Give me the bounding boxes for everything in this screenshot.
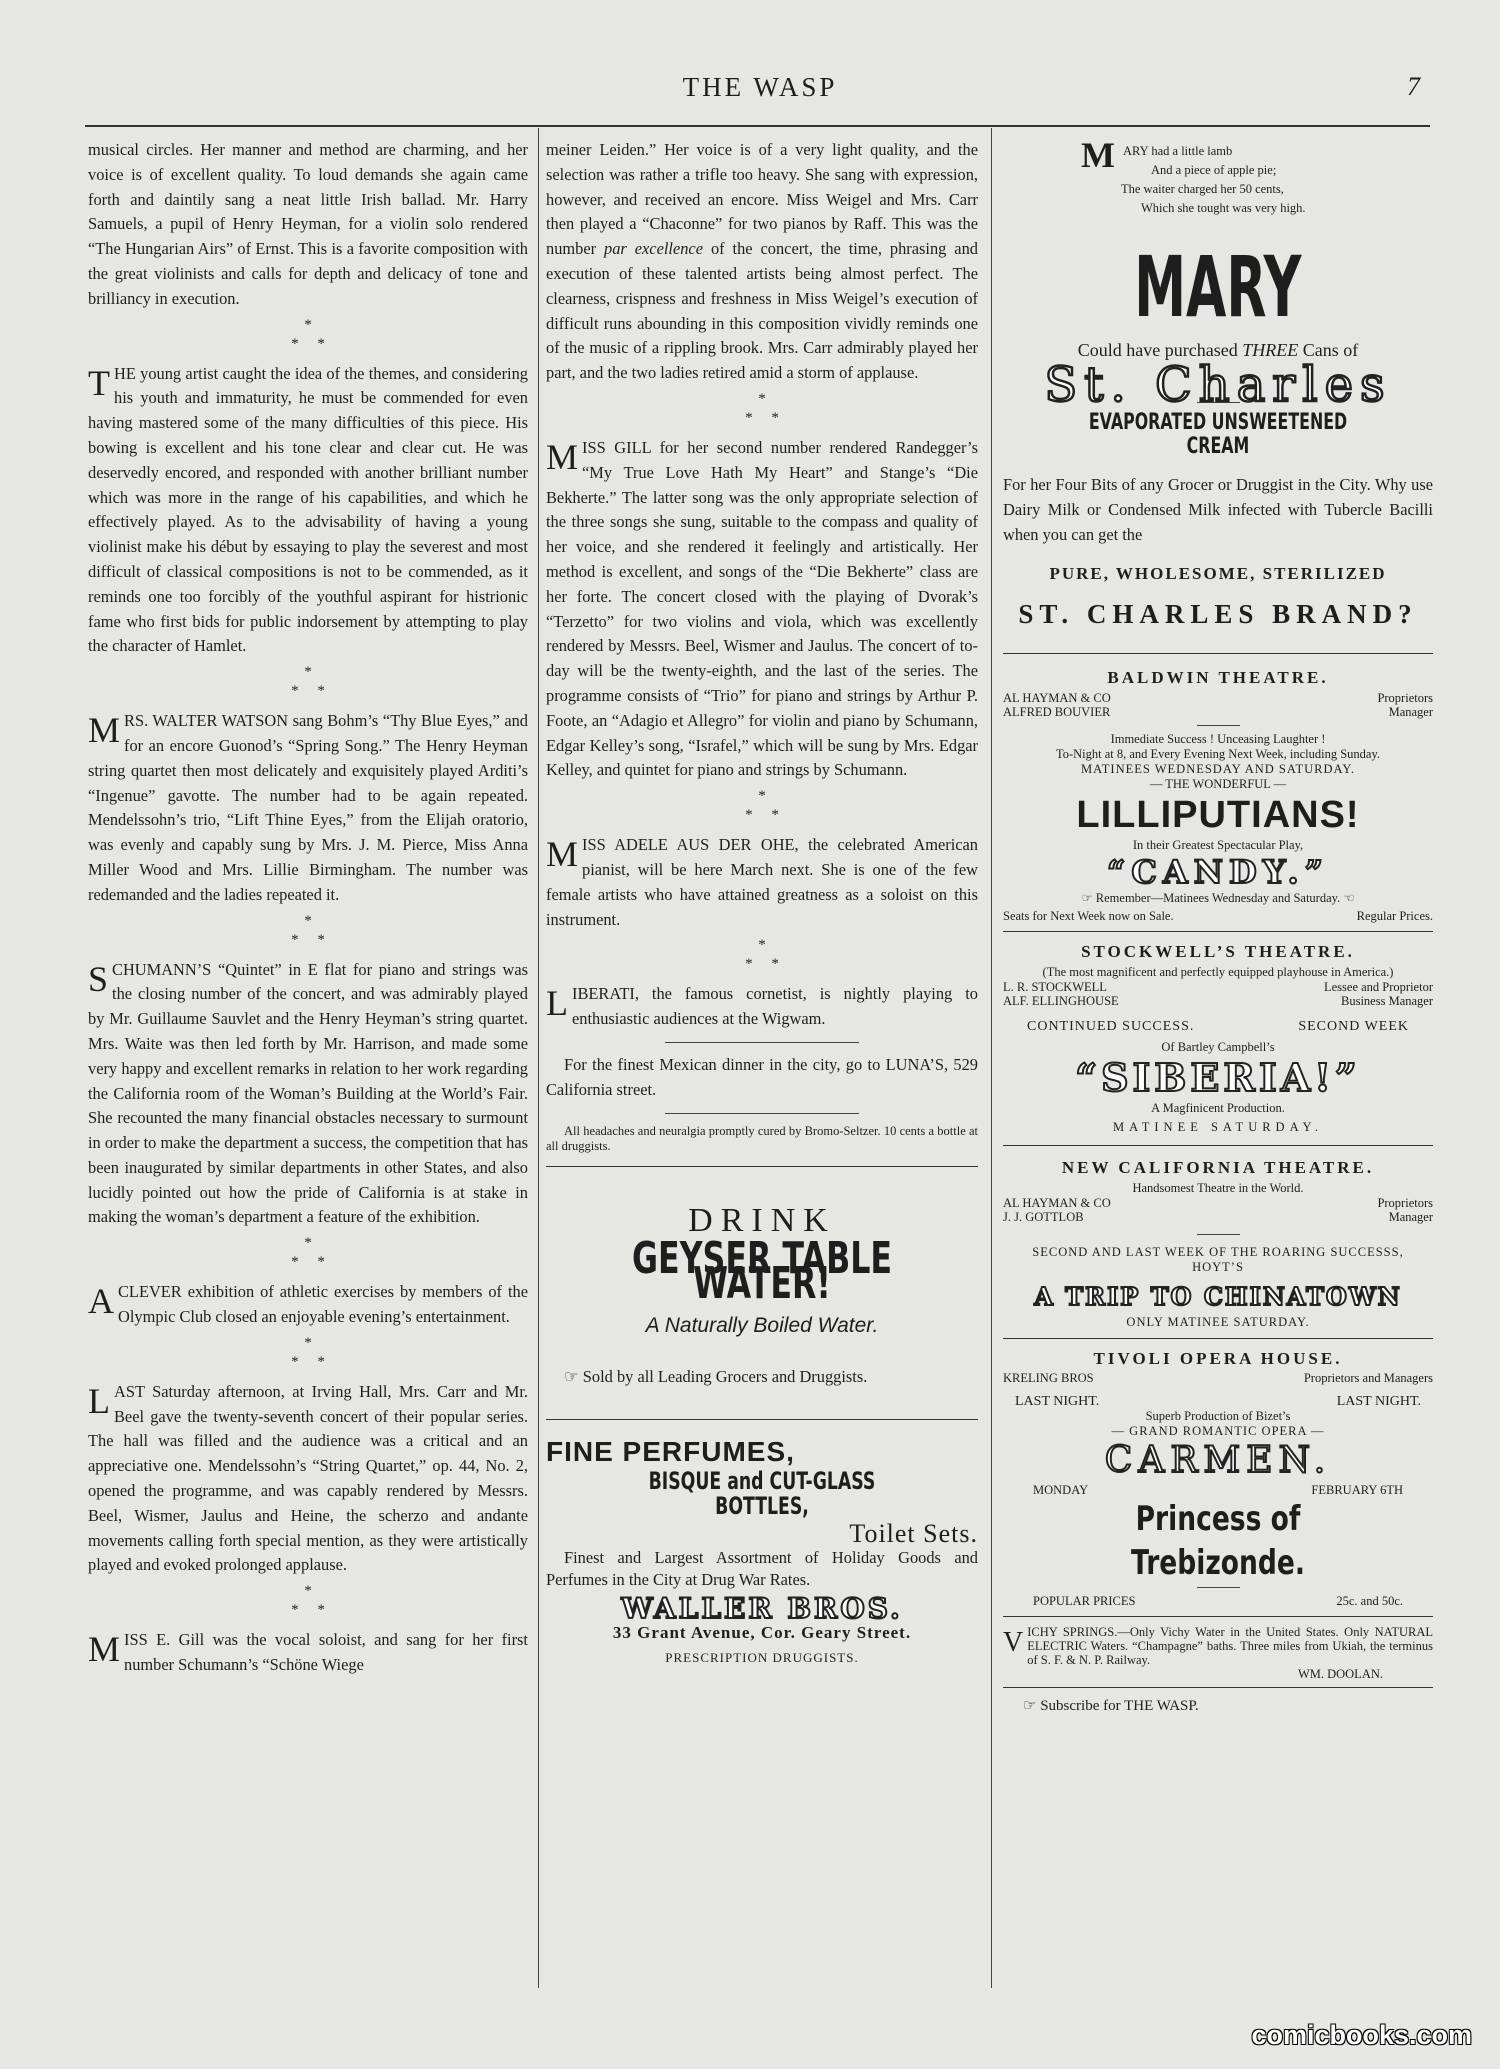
article-paragraph [546, 982, 978, 1032]
st-charles-brand: ST. CHARLES BRAND? [1018, 599, 1418, 630]
section-rule [546, 1166, 978, 1167]
seats-note: Seats for Next Week now on Sale. [1003, 908, 1174, 923]
section-divider-stars: * * * [291, 912, 325, 948]
paragraph-text: IBERATI, the famous cornetist, is nightly playing to enthusiastic audiences at the Wigwam. [572, 984, 978, 1029]
ad-line: POPULAR PRICES [1033, 1594, 1136, 1609]
stockwell-theatre-ad [1003, 940, 1433, 1135]
section-divider-stars: * * * [745, 937, 779, 973]
ad-line: CONTINUED SUCCESS. [1027, 1018, 1195, 1034]
subscribe-line: ☞ Subscribe for THE WASP. [1023, 1698, 1199, 1715]
drop-cap: S [88, 958, 109, 999]
staff-name: J. J. GOTTLOB [1003, 1209, 1084, 1224]
article-paragraph [546, 436, 978, 783]
section-rule [546, 1419, 978, 1420]
ad-line: In their Greatest Spectacular Play, [1132, 837, 1304, 852]
staff-row [1003, 691, 1433, 705]
ad-line: Of Bartley Campbell’s [1161, 1039, 1275, 1054]
ad-geyser-headline: GEYSER TABLE WATER! [631, 1233, 893, 1310]
section-rule [1003, 653, 1433, 654]
column-3 [1003, 135, 1433, 1719]
section-rule [1003, 931, 1433, 932]
paragraph-text: ISS E. Gill was the vocal soloist, and sang for her first number Schumann’s “Schöne Wiege [124, 1630, 528, 1675]
poem-line: And a piece of apple pie; [1151, 163, 1277, 177]
divider-rule [665, 1113, 859, 1114]
ad-bottles-line: BISQUE and CUT-GLASS BOTTLES, [648, 1467, 876, 1521]
st-charles-ad [1003, 135, 1433, 630]
drop-cap: L [546, 983, 568, 1024]
paragraph-text: AST Saturday afternoon, at Irving Hall, Mrs. Carr and Mr. Beel gave the twenty-seventh concert of their popular series. The hall was filled and the audience was a critical and an appreciative one. Mendelssohn’s “String Quartet,” op. 44, No. 2, opened the programme, and was capably rendered by Messrs. Beel, Wismer, Jaulus and Heine, the scherzo and andante movements calling forth special mention, as they were artistically played and evoked prolonged applause. [88, 1381, 528, 1575]
st-charles-headline: St. Charles [1044, 356, 1392, 413]
ad-line: — THE WONDERFUL — [1149, 776, 1287, 791]
section-divider-stars: * * * [291, 316, 325, 352]
ad-tagline: A Naturally Boiled Water. [645, 1313, 879, 1337]
ad-line: MATINEE SATURDAY. [1112, 1119, 1324, 1134]
paragraph-text: of the concert, the time, phrasing and execution of these talented artists being almost perfect. The clearness, crispness and freshness in Miss Weigel’s execution of difficult runs abounding in this composition vividly reminds one of the music of a rippling brook. Mrs. Carr admirably played her part, and the two ladies retired amid a storm of applause. [546, 239, 978, 383]
staff-row [1003, 705, 1433, 719]
paragraph-text: CLEVER exhibition of athletic exercises by members of the Olympic Club closed an enjoyable evening’s entertainment. [118, 1282, 528, 1327]
column-divider [538, 128, 539, 1988]
ad-signature: WM. DOOLAN. [1297, 1667, 1383, 1682]
drop-cap: A [88, 1281, 114, 1322]
section-divider-stars: * * * [291, 664, 325, 700]
ad-line: ONLY MATINEE SATURDAY. [1126, 1314, 1310, 1329]
article-paragraph [88, 1628, 528, 1678]
waller-bros-ad [546, 1432, 978, 1671]
staff-row [1003, 1371, 1433, 1385]
column-divider [991, 128, 992, 1988]
staff-name: ALF. ELLINGHOUSE [1003, 993, 1119, 1008]
ad-body-text: ICHY SPRINGS.—Only Vichy Water in the United States. Only NATURAL ELECTRIC Waters. “Champagne” baths. Three miles from Ukiah, the terminus of S. F. & N. P. Railway. [1027, 1625, 1433, 1668]
header-rule [85, 125, 1430, 127]
text-fragment: Could have purchased [1077, 340, 1238, 360]
geyser-water-ad [546, 1179, 978, 1390]
ad-drink-headline: DRINK [688, 1201, 836, 1239]
seats-row [1003, 909, 1433, 923]
drop-cap: V [1003, 1627, 1024, 1659]
masthead-title: THE WASP [682, 72, 838, 102]
page-number: 7 [1407, 72, 1420, 101]
drop-cap: L [88, 1380, 110, 1421]
ad-line: MATINEES WEDNESDAY AND SATURDAY. [1081, 761, 1355, 776]
paragraph-text: RS. WALTER WATSON sang Bohm’s “Thy Blue Eyes,” and for an encore Guonod’s “Spring Song.” The Henry Heyman string quartet then most delicately and exquisitely played Arditi’s “Ingenue” gavotte. The number had to be again repeated. Mendelssohn’s trio, “Lift Thine Eyes,” from the Elijah oratorio, was evenly and capably sung by Mrs. J. M. Pierce, Miss Anna Miller Wood and Mrs. Lillie Birmingham. The number was redemanded and the ladies repeated it. [88, 711, 528, 904]
chinatown-title: A TRIP TO CHINATOWN [1034, 1281, 1402, 1311]
trebizonde-title: Princess of Trebizonde. [1131, 1499, 1305, 1584]
section-divider-stars: * * * [745, 788, 779, 824]
theatre-name: BALDWIN THEATRE. [1107, 668, 1329, 688]
section-divider-stars: * * * [745, 390, 779, 426]
ad-line: ☞ Remember—Matinees Wednesday and Saturday. ☜ [1081, 890, 1355, 905]
column-1 [88, 138, 528, 1678]
poem-line: The waiter charged her 50 cents, [1121, 182, 1284, 196]
column-2 [546, 138, 978, 1671]
paragraph-text: HE young artist caught the idea of the themes, and considering his youth and immaturity, he must be commended for even having mastered some of the many difficulties of this piece. His bowing is excellent and his tone clear and clear cut. He was deservedly encored, and responded with another brilliant number which was more in the range of his capabilities, and which he effectively played. As to the advisability of having a young violinist make his début by essaying to play the severest and most difficult of classical compositions is not to be commended, as it reminds one too forcibly of the youthful aspirant for histrionic fame who first bids for public indorsement by attempting to play the character of Hamlet. [88, 363, 528, 656]
theatre-name: STOCKWELL’S THEATRE. [1081, 941, 1355, 961]
short-rule [1197, 1587, 1240, 1588]
staff-role: Proprietors [1377, 690, 1433, 705]
staff-name: AL HAYMAN & CO [1003, 1195, 1111, 1210]
notice-paragraph: For the finest Mexican dinner in the city, go to LUNA’S, 529 California street. [546, 1054, 978, 1099]
ad-line: SECOND AND LAST WEEK OF THE ROARING SUCCESSS, HOYT’S [1032, 1244, 1404, 1274]
staff-role: Lessee and Proprietor [1324, 979, 1433, 994]
ad-sold-by: ☞ Sold by all Leading Grocers and Druggists. [564, 1366, 868, 1386]
drop-cap: T [88, 362, 110, 403]
staff-name: AL HAYMAN & CO [1003, 690, 1111, 705]
section-divider-stars: * * * [291, 1235, 325, 1271]
evaporated-cream: EVAPORATED UNSWEETENED CREAM [1088, 409, 1348, 460]
ad-line: MONDAY [1033, 1483, 1089, 1498]
ad-line: Handsomest Theatre in the World. [1132, 1180, 1304, 1195]
paragraph-text: ISS GILL for her second number rendered Randegger’s “My True Love Hath My Heart” and Stange’s “Die Bekherte.” The latter song was the only appropriate selection of the three songs she sung, suitable to the compass and quality of her voice, and she rendered it feelingly and artistically. Her method is excellent, and songs of the “Die Bekherte” class are her forte. The concert closed with the playing of Dvorak’s “Terzetto” for two violins and viola, which was excellently rendered by Messrs. Beel, Wismer and Jaulus. The concert of to-day will be the twenty-eighth, and the last of the series. The programme consists of “Trio” for piano and strings by Arthur P. Foote, an “Adagio et Allegro” for violin and piano by Schumann, Edgar Kelley’s song, “Israfel,” which will be sung by Mrs. Edgar Kelley, and quintet for piano and strings by Schumann. [546, 437, 978, 780]
paragraph-text: CHUMANN’S “Quintet” in E flat for piano and strings was the closing number of the concert, and was admirably played by Mr. Guillaume Sauvlet and the Henry Heyman’s string quartet. Mrs. Waite was then led forth by Mr. Harrison, and made some very happy and excellent remarks in relation to her work regarding the California room of the Woman’s Building at the World’s Fair. She recounted the many financial obstacles necessary to surmount in order to make the department a success, the competition that has been inaugurated by similar departments in other States, and also lucidly pointed out how the pride of California is at stake in making the woman’s department a feature of the exhibition. [88, 959, 528, 1227]
staff-row [1003, 1210, 1433, 1224]
theatre-name: TIVOLI OPERA HOUSE. [1093, 1348, 1343, 1368]
ad-firm-name: WALLER BROS. [621, 1591, 903, 1625]
paragraph-text: meiner Leiden.” Her voice is of a very light quality, and the selection was rather a trifle too heavy. She sang with expression, however, and received an encore. Miss Weigel and Mrs. Carr then played a “Chaconne” for two pianos by Raff. This was the number [546, 140, 978, 259]
article-paragraph [88, 1380, 528, 1578]
article-paragraph [88, 362, 528, 660]
staff-name: L. R. STOCKWELL [1003, 979, 1107, 994]
divider-rule [665, 1042, 859, 1043]
ad-line: LAST NIGHT. [1336, 1394, 1421, 1410]
staff-role: Business Manager [1341, 993, 1433, 1008]
staff-role: Manager [1388, 1209, 1433, 1224]
vichy-springs-ad [1003, 1625, 1433, 1681]
ad-line: — GRAND ROMANTIC OPERA — [1111, 1424, 1325, 1439]
site-watermark: comicbooks.com [1251, 2020, 1472, 2050]
staff-row [1003, 994, 1433, 1008]
siberia-title: “SIBERIA!” [1075, 1054, 1361, 1100]
drop-cap: M [88, 710, 121, 751]
last-night-row [1015, 1395, 1421, 1409]
mary-poem [1003, 135, 1433, 242]
ad-line: FEBRUARY 6TH [1311, 1483, 1403, 1498]
ad-line: LAST NIGHT. [1015, 1394, 1100, 1410]
section-rule [1003, 1338, 1433, 1339]
article-paragraph: musical circles. Her manner and method are charming, and her voice is of excellent quality. To loud demands she again came forth and daintily sang a neat little Irish ballad. Mr. Harry Samuels, a pupil of Henry Heyman, for a violin solo rendered “The Hungarian Airs” of Ernst. This is a favorite composition with the great violinists and calls for depth and delicacy of tone and brilliancy in execution. [88, 140, 528, 308]
section-rule [1003, 1687, 1433, 1688]
section-divider-stars: * * * [291, 1334, 325, 1370]
staff-name: ALFRED BOUVIER [1003, 704, 1111, 719]
staff-row [1003, 980, 1433, 994]
article-paragraph [88, 958, 528, 1231]
ad-address: 33 Grant Avenue, Cor. Geary Street. [612, 1623, 912, 1643]
tivoli-opera-ad [1003, 1347, 1433, 1609]
staff-name: KRELING BROS [1003, 1371, 1094, 1386]
success-row [1027, 1020, 1409, 1034]
drop-cap: M [1081, 135, 1115, 175]
section-divider-stars: * * * [291, 1583, 325, 1619]
mary-headline: MARY [1134, 238, 1302, 336]
new-california-theatre-ad [1003, 1156, 1433, 1330]
ad-druggists-tag: PRESCRIPTION DRUGGISTS. [665, 1650, 859, 1666]
ad-line: 25c. and 50c. [1336, 1594, 1403, 1609]
poem-line: Which she tought was very high. [1141, 201, 1306, 215]
staff-role: Proprietors [1377, 1195, 1433, 1210]
ad-line: (The most magnificent and perfectly equipped playhouse in America.) [1042, 964, 1394, 979]
short-rule [1197, 725, 1240, 726]
ad-line: SECOND WEEK [1298, 1018, 1409, 1034]
bromo-notice: All headaches and neuralgia promptly cured by Bromo-Seltzer. 10 cents a bottle at all druggists. [546, 1123, 978, 1153]
ad-line: Immediate Success ! Unceasing Laughter ! [1110, 731, 1326, 746]
ad-line: Superb Production of Bizet’s [1145, 1409, 1291, 1424]
baldwin-theatre-ad [1003, 666, 1433, 923]
article-paragraph [88, 1280, 528, 1330]
poem-line: ARY had a little lamb [1123, 144, 1233, 158]
article-paragraph [546, 833, 978, 932]
section-rule [1003, 1616, 1433, 1617]
drop-cap: M [546, 834, 579, 875]
italic-phrase: par excellence [604, 239, 703, 259]
ad-perfumes-headline: FINE PERFUMES, [546, 1436, 795, 1468]
ad-body-text: Finest and Largest Assortment of Holiday Goods and Perfumes in the City at Drug War Rates. [546, 1547, 978, 1589]
drop-cap: M [88, 1629, 121, 1670]
article-paragraph [88, 709, 528, 907]
date-row [1033, 1483, 1403, 1497]
staff-row [1003, 1196, 1433, 1210]
paragraph-text: ISS ADELE AUS DER OHE, the celebrated American pianist, will be here March next. She is one of the few female artists who have attained greatness as a soloist on this instrument. [546, 835, 978, 929]
carmen-title: CARMEN. [1104, 1440, 1332, 1482]
page-header [90, 70, 1430, 110]
pure-wholesome: PURE, WHOLESOME, STERILIZED [1049, 563, 1387, 583]
staff-role: Proprietors and Managers [1303, 1371, 1433, 1386]
st-charles-body: For her Four Bits of any Grocer or Druggist in the City. Why use Dairy Milk or Condensed Milk infected with Tubercle Bacilli when you can get the [1003, 475, 1433, 544]
prices-row [1033, 1594, 1403, 1608]
drop-cap: M [546, 436, 579, 477]
candy-title: “CANDY.” [1107, 852, 1329, 891]
ad-line: A Magfinicent Production. [1151, 1100, 1285, 1115]
lilliputians-headline: LILLIPUTIANS! [1076, 793, 1360, 836]
theatre-name: NEW CALIFORNIA THEATRE. [1061, 1157, 1375, 1177]
ad-line: To-Night at 8, and Every Evening Next Week, including Sunday. [1055, 746, 1381, 761]
text-fragment: Cans of [1302, 340, 1359, 360]
article-paragraph [546, 138, 978, 386]
short-rule [1197, 1234, 1240, 1235]
section-rule [1003, 1145, 1433, 1146]
ad-toilet-sets: Toilet Sets. [849, 1518, 978, 1548]
italic-three: THREE [1242, 340, 1299, 360]
staff-role: Manager [1388, 704, 1433, 719]
prices-note: Regular Prices. [1356, 908, 1433, 923]
